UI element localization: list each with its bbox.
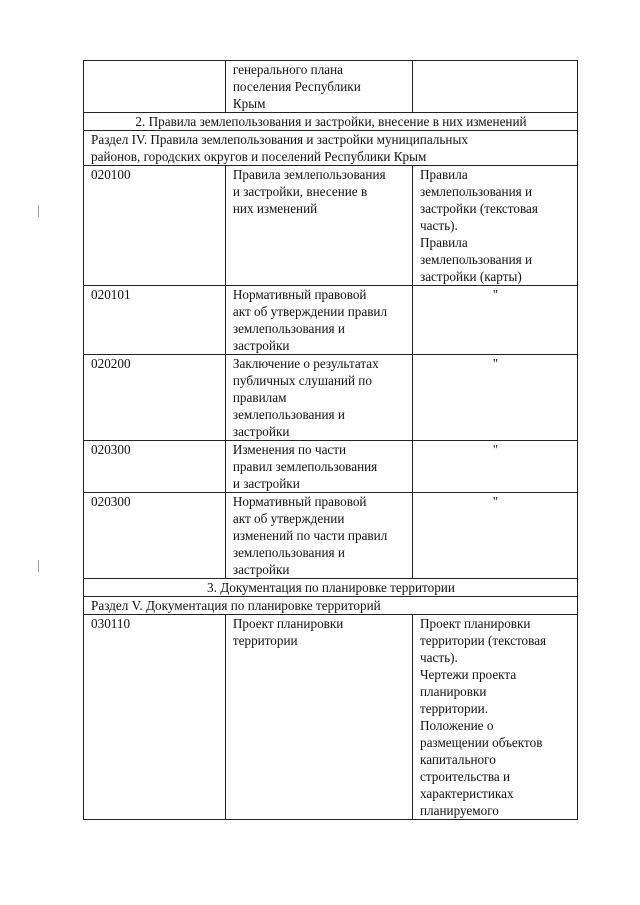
registry-table bbox=[83, 60, 578, 820]
documents-cell: Проект планировки территории (текстовая часть). Чертежи проекта планировки территории. Положение о размещении объектов капитального строительства и характеристиках планируемого bbox=[412, 615, 577, 820]
code-cell: 020300 bbox=[84, 441, 226, 493]
ditto-mark: " bbox=[412, 355, 577, 441]
documents-cell bbox=[412, 61, 577, 113]
scan-margin-mark-top bbox=[38, 205, 39, 217]
name-cell: Нормативный правовой акт об утверждении изменений по части правил землепользования и застройки bbox=[225, 493, 412, 579]
ditto-mark: " bbox=[412, 286, 577, 355]
subsection-heading: Раздел IV. Правила землепользования и застройки муниципальных районов, городских округов и поселений Республики Крым bbox=[84, 131, 578, 166]
ditto-mark: " bbox=[412, 441, 577, 493]
subsection-row bbox=[84, 131, 578, 166]
name-cell: Проект планировки территории bbox=[225, 615, 412, 820]
scan-margin-mark-bottom bbox=[38, 560, 39, 572]
code-cell: 030110 bbox=[84, 615, 226, 820]
table-row bbox=[84, 615, 578, 820]
name-cell: Нормативный правовой акт об утверждении правил землепользования и застройки bbox=[225, 286, 412, 355]
code-cell: 020100 bbox=[84, 166, 226, 286]
section-heading: 3. Документация по планировке территории bbox=[84, 579, 578, 597]
table-row bbox=[84, 493, 578, 579]
documents-cell: Правила землепользования и застройки (текстовая часть). Правила землепользования и застройки (карты) bbox=[412, 166, 577, 286]
section-heading: 2. Правила землепользования и застройки, внесение в них изменений bbox=[84, 113, 578, 131]
table-row bbox=[84, 61, 578, 113]
name-cell: генерального плана поселения Республики Крым bbox=[225, 61, 412, 113]
code-cell: 020101 bbox=[84, 286, 226, 355]
subsection-row bbox=[84, 597, 578, 615]
table-row bbox=[84, 441, 578, 493]
table-row bbox=[84, 286, 578, 355]
code-cell: 020200 bbox=[84, 355, 226, 441]
table-row bbox=[84, 166, 578, 286]
code-cell bbox=[84, 61, 226, 113]
section-row bbox=[84, 113, 578, 131]
section-row bbox=[84, 579, 578, 597]
name-cell: Правила землепользования и застройки, внесение в них изменений bbox=[225, 166, 412, 286]
ditto-mark: " bbox=[412, 493, 577, 579]
name-cell: Изменения по части правил землепользования и застройки bbox=[225, 441, 412, 493]
name-cell: Заключение о результатах публичных слушаний по правилам землепользования и застройки bbox=[225, 355, 412, 441]
subsection-heading: Раздел V. Документация по планировке территорий bbox=[84, 597, 578, 615]
code-cell: 020300 bbox=[84, 493, 226, 579]
table-row bbox=[84, 355, 578, 441]
